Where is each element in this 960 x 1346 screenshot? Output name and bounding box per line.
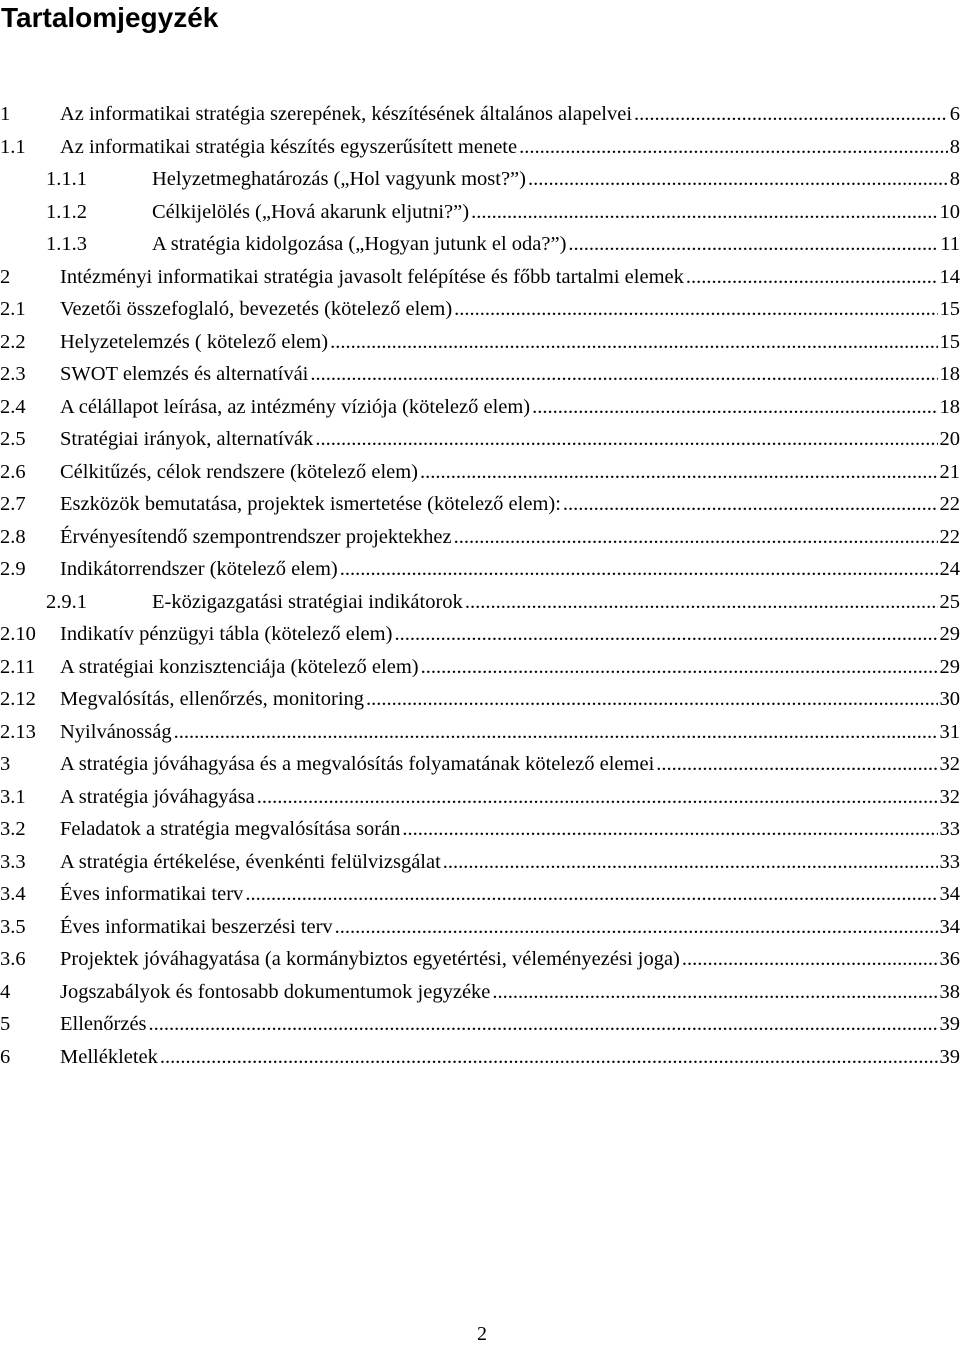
toc-entry-title: Feladatok a stratégia megvalósítása során: [60, 818, 401, 840]
toc-entry-title: Helyzetmeghatározás („Hol vagyunk most?”): [152, 168, 526, 190]
toc-entry-number: 5: [0, 1013, 11, 1035]
toc-leader-dots: [421, 651, 938, 684]
toc-leader-dots: [160, 1041, 938, 1074]
toc-entry-page: 32: [939, 785, 960, 808]
toc-entry-number: 2.3: [0, 363, 26, 385]
toc-entry[interactable]: [0, 846, 960, 879]
page-number: 2: [477, 1323, 487, 1345]
toc-entry-number: 2.6: [0, 460, 26, 483]
toc-leader-dots: [149, 1008, 938, 1041]
toc-entry[interactable]: [0, 521, 960, 554]
toc-entry-page: 36: [939, 948, 960, 970]
toc-entry-number: 2.9: [0, 558, 26, 580]
toc-entry-number: 1.1: [0, 135, 26, 158]
toc-entry[interactable]: [0, 586, 960, 619]
toc-entry-number: 2.1: [0, 298, 26, 320]
toc-leader-dots: [330, 326, 937, 359]
toc-entry-page: 34: [939, 883, 960, 905]
toc-entry-title: Az informatikai stratégia készítés egyszerűsített menete: [60, 135, 518, 158]
toc-entry-number: 2.13: [0, 720, 36, 743]
toc-entry[interactable]: [0, 261, 960, 294]
toc-entry-page: 8: [949, 135, 960, 158]
toc-leader-dots: [402, 813, 937, 846]
toc-entry-number: 2.11: [0, 655, 36, 678]
toc-leader-dots: [420, 456, 937, 489]
toc-leader-dots: [245, 878, 937, 911]
toc-entry-number: 2.8: [0, 525, 26, 548]
toc-entry-title: Mellékletek: [60, 1045, 158, 1068]
toc-entry[interactable]: [0, 748, 960, 781]
toc-entry[interactable]: [0, 228, 960, 261]
toc-entry-number: 3.4: [0, 883, 26, 905]
toc-entry-page: 15: [939, 298, 960, 320]
toc-leader-dots: [471, 196, 937, 229]
toc-entry[interactable]: [0, 293, 960, 326]
toc-entry[interactable]: [0, 423, 960, 456]
toc-entry[interactable]: [0, 163, 960, 196]
toc-leader-dots: [315, 423, 937, 456]
toc-entry-title: Éves informatikai terv: [60, 883, 244, 905]
toc-entry-number: 4: [0, 980, 11, 1003]
toc-entry-page: 25: [939, 590, 960, 613]
toc-entry-title: Projektek jóváhagyatása (a kormánybiztos egyetértési, véleményezési joga): [60, 948, 680, 970]
toc-entry-page: 33: [939, 818, 960, 840]
toc-entry-title: A stratégia jóváhagyása: [60, 785, 255, 808]
toc-entry-page: 10: [939, 200, 960, 223]
toc-entry[interactable]: [0, 878, 960, 911]
toc-entry-title: Indikátorrendszer (kötelező elem): [60, 558, 338, 580]
toc-entry[interactable]: [0, 943, 960, 976]
toc-entry[interactable]: [0, 976, 960, 1009]
toc-entry-number: 1: [0, 103, 11, 125]
toc-entry[interactable]: [0, 651, 960, 684]
toc-entry-page: 18: [939, 395, 960, 418]
toc-entry-page: 31: [939, 720, 960, 743]
toc-leader-dots: [686, 261, 938, 294]
toc-entry-number: 2: [0, 265, 11, 288]
toc-leader-dots: [454, 293, 937, 326]
toc-leader-dots: [492, 976, 937, 1009]
toc-entry-title: Indikatív pénzügyi tábla (kötelező elem): [60, 623, 393, 645]
toc-entry-title: Megvalósítás, ellenőrzés, monitoring: [60, 688, 365, 710]
toc-entry-number: 2.12: [0, 688, 36, 710]
toc-entry-page: 14: [939, 265, 960, 288]
toc-entry-title: Vezetői összefoglaló, bevezetés (kötelező elem): [60, 298, 453, 320]
toc-entry-number: 1.1.3: [46, 233, 87, 255]
toc-entry[interactable]: [0, 683, 960, 716]
toc-entry-title: A stratégia értékelése, évenkénti felülvizsgálat: [60, 850, 441, 873]
toc-entry[interactable]: [0, 326, 960, 359]
toc-entry-title: Helyzetelemzés ( kötelező elem): [60, 330, 329, 353]
toc-entry-number: 3.2: [0, 818, 26, 840]
toc-entry[interactable]: [0, 911, 960, 944]
toc-entry-page: 33: [939, 850, 960, 873]
toc-entry-title: A stratégia kidolgozása („Hogyan jutunk el oda?”): [152, 233, 567, 255]
toc-entry-page: 38: [939, 980, 960, 1003]
toc-entry-title: Az informatikai stratégia szerepének, készítésének általános alapelvei: [60, 103, 633, 125]
toc-leader-dots: [454, 521, 938, 554]
toc-entry-title: A stratégiai konzisztenciája (kötelező elem): [60, 655, 419, 678]
toc-entry-number: 3: [0, 753, 11, 775]
toc-leader-dots: [335, 911, 938, 944]
toc-entry[interactable]: [0, 131, 960, 164]
toc-entry[interactable]: [0, 196, 960, 229]
toc-leader-dots: [465, 586, 938, 619]
toc-entry-title: A stratégia jóváhagyása és a megvalósítás folyamatának kötelező elemei: [60, 753, 655, 775]
toc-list: [0, 98, 960, 1073]
toc-entry-number: 1.1.2: [46, 200, 87, 223]
toc-entry-page: 21: [939, 460, 960, 483]
toc-leader-dots: [310, 358, 937, 391]
toc-entry-number: 6: [0, 1045, 11, 1068]
toc-leader-dots: [257, 781, 938, 814]
toc-entry-number: 3.1: [0, 785, 26, 808]
toc-leader-dots: [394, 618, 937, 651]
toc-entry[interactable]: [0, 456, 960, 489]
toc-entry-page: 39: [939, 1045, 960, 1068]
toc-leader-dots: [682, 943, 938, 976]
toc-entry-number: 2.4: [0, 395, 26, 418]
toc-entry-page: 30: [939, 688, 960, 710]
toc-entry-page: 22: [939, 525, 960, 548]
toc-entry-number: 2.7: [0, 493, 26, 515]
toc-entry[interactable]: [0, 553, 960, 586]
toc-entry-page: 34: [939, 915, 960, 938]
toc-entry-title: Célkitűzés, célok rendszere (kötelező elem): [60, 460, 419, 483]
toc-leader-dots: [563, 488, 938, 521]
toc-leader-dots: [340, 553, 938, 586]
toc-leader-dots: [634, 98, 948, 131]
toc-entry-page: 29: [939, 655, 960, 678]
toc-entry-number: 2.5: [0, 428, 26, 450]
toc-entry[interactable]: [0, 813, 960, 846]
toc-entry-number: 1.1.1: [46, 168, 87, 190]
toc-entry-title: A célállapot leírása, az intézmény víziója (kötelező elem): [60, 395, 531, 418]
toc-entry[interactable]: [0, 1008, 960, 1041]
toc-entry-page: 32: [939, 753, 960, 775]
toc-entry-page: 15: [939, 330, 960, 353]
toc-entry[interactable]: [0, 781, 960, 814]
toc-entry-page: 6: [949, 103, 960, 125]
toc-entry-page: 11: [940, 233, 960, 255]
toc-entry-page: 20: [939, 428, 960, 450]
toc-entry[interactable]: [0, 98, 960, 131]
toc-entry-page: 22: [939, 493, 960, 515]
toc-entry-title: Eszközök bemutatása, projektek ismertetése (kötelező elem):: [60, 493, 561, 515]
toc-entry-number: 2.10: [0, 623, 36, 645]
toc-entry-title: Érvényesítendő szempontrendszer projektekhez: [60, 525, 452, 548]
toc-entry-number: 2.9.1: [46, 590, 87, 613]
toc-leader-dots: [568, 228, 938, 261]
toc-leader-dots: [174, 716, 938, 749]
toc-leader-dots: [532, 391, 937, 424]
toc-leader-dots: [656, 748, 937, 781]
toc-entry-number: 2.2: [0, 330, 26, 353]
toc-entry-title: E-közigazgatási stratégiai indikátorok: [152, 590, 463, 613]
toc-entry-title: Jogszabályok és fontosabb dokumentumok jegyzéke: [60, 980, 491, 1003]
toc-entry[interactable]: [0, 618, 960, 651]
toc-entry-page: 29: [939, 623, 960, 645]
toc-entry[interactable]: [0, 488, 960, 521]
toc-entry-page: 18: [939, 363, 960, 385]
toc-leader-dots: [519, 131, 948, 164]
toc-entry-page: 24: [939, 558, 960, 580]
toc-entry-number: 3.3: [0, 850, 26, 873]
toc-entry-title: Ellenőrzés: [60, 1013, 147, 1035]
toc-title: Tartalomjegyzék: [1, 2, 219, 33]
toc-leader-dots: [443, 846, 938, 879]
toc-entry[interactable]: [0, 358, 960, 391]
toc-entry-title: Éves informatikai beszerzési terv: [60, 915, 333, 938]
toc-entry-title: Célkijelölés („Hová akarunk eljutni?”): [152, 200, 470, 223]
toc-entry-number: 3.6: [0, 948, 26, 970]
toc-entry-title: Intézményi informatikai stratégia javasolt felépítése és főbb tartalmi elemek: [60, 265, 684, 288]
toc-entry[interactable]: [0, 716, 960, 749]
toc-entry-page: 39: [939, 1013, 960, 1035]
toc-entry[interactable]: [0, 391, 960, 424]
toc-entry-title: SWOT elemzés és alternatívái: [60, 363, 309, 385]
toc-entry[interactable]: [0, 1041, 960, 1074]
toc-entry-number: 3.5: [0, 915, 26, 938]
toc-leader-dots: [366, 683, 937, 716]
toc-entry-page: 8: [949, 168, 960, 190]
toc-leader-dots: [528, 163, 948, 196]
toc-entry-title: Stratégiai irányok, alternatívák: [60, 428, 314, 450]
toc-entry-title: Nyilvánosság: [60, 720, 172, 743]
